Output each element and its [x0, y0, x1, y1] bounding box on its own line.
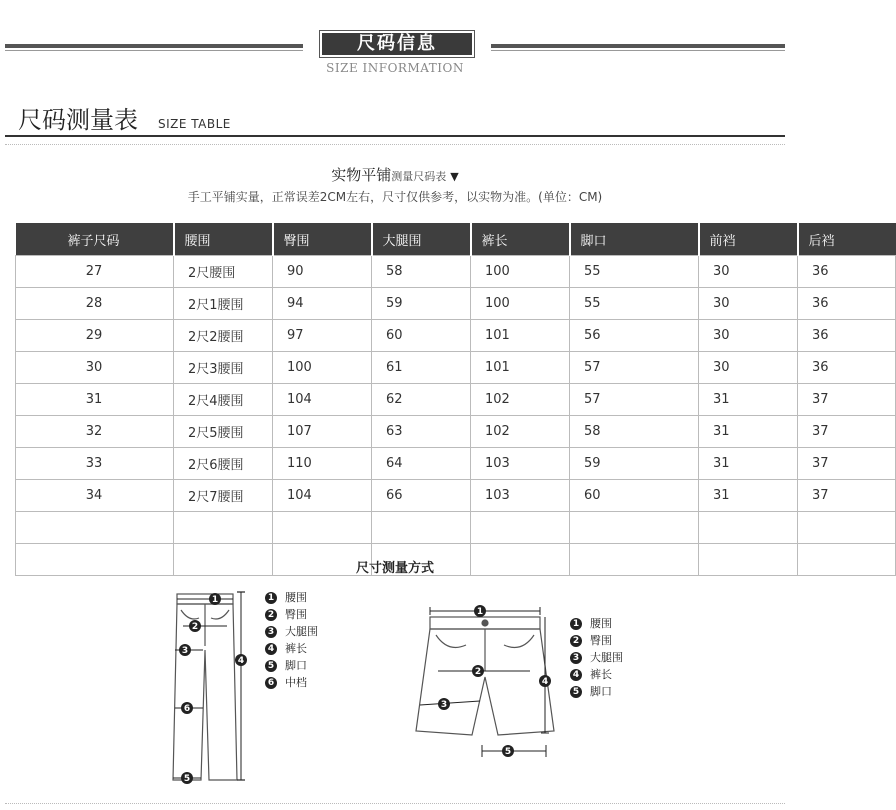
table-cell: 33 — [16, 448, 174, 480]
header-hip: 臀围 — [273, 223, 372, 256]
legend-label: 脚口 — [285, 659, 307, 672]
legend-number-icon: 4 — [265, 643, 277, 655]
pants-marker-3 — [179, 644, 191, 656]
table-cell: 107 — [273, 416, 372, 448]
pants-marker-5-label: 5 — [183, 774, 191, 784]
shorts-marker-2-label: 2 — [474, 667, 482, 677]
table-cell: 102 — [471, 416, 570, 448]
size-table — [15, 223, 896, 576]
pants-marker-1-label: 1 — [211, 595, 219, 605]
table-cell — [570, 512, 699, 544]
table-cell: 2尺2腰围 — [174, 320, 273, 352]
table-row — [16, 256, 896, 288]
table-cell: 60 — [570, 480, 699, 512]
legend-number-icon: 2 — [570, 635, 582, 647]
section-rule — [5, 135, 785, 137]
table-cell: 30 — [699, 256, 798, 288]
banner-line-right — [491, 44, 785, 48]
legend-item — [265, 606, 318, 623]
pants-marker-3-label: 3 — [181, 646, 189, 656]
pants-marker-6 — [181, 702, 193, 714]
table-cell: 59 — [570, 448, 699, 480]
header-pants-size: 裤子尺码 — [16, 223, 174, 256]
section-title: 尺码测量表 — [18, 106, 138, 134]
table-cell: 97 — [273, 320, 372, 352]
header-thigh: 大腿围 — [372, 223, 471, 256]
table-cell — [798, 544, 896, 576]
table-cell: 101 — [471, 320, 570, 352]
table-cell — [16, 512, 174, 544]
measurement-note: 手工平铺实量，正常误差2CM左右，尺寸仅供参考，以实物为准。(单位：CM) — [187, 190, 603, 204]
pants-marker-6-label: 6 — [183, 704, 191, 714]
shorts-diagram — [410, 605, 560, 765]
table-row — [16, 448, 896, 480]
pants-marker-4-label: 4 — [237, 656, 245, 666]
legend-label: 中档 — [285, 676, 307, 689]
legend-number-icon: 3 — [265, 626, 277, 638]
table-cell: 100 — [471, 288, 570, 320]
table-cell: 63 — [372, 416, 471, 448]
table-cell: 55 — [570, 256, 699, 288]
table-cell: 104 — [273, 384, 372, 416]
table-cell: 31 — [699, 416, 798, 448]
shorts-marker-3 — [438, 698, 450, 710]
shorts-legend — [570, 615, 623, 700]
legend-label: 大腿围 — [285, 625, 318, 638]
table-cell: 37 — [798, 384, 896, 416]
table-cell: 104 — [273, 480, 372, 512]
legend-item — [570, 666, 623, 683]
header-front-rise: 前裆 — [699, 223, 798, 256]
pants-legend — [265, 589, 318, 691]
shorts-marker-2 — [472, 665, 484, 677]
dotted-divider — [5, 144, 785, 145]
legend-number-icon: 5 — [570, 686, 582, 698]
header-back-rise: 后裆 — [798, 223, 896, 256]
pants-marker-1 — [209, 593, 221, 605]
header-waist: 腰围 — [174, 223, 273, 256]
legend-number-icon: 4 — [570, 669, 582, 681]
table-cell: 37 — [798, 416, 896, 448]
table-cell: 60 — [372, 320, 471, 352]
pants-marker-2-label: 2 — [191, 622, 199, 632]
table-row — [16, 480, 896, 512]
table-cell: 2尺腰围 — [174, 256, 273, 288]
table-cell: 103 — [471, 480, 570, 512]
table-cell: 31 — [699, 448, 798, 480]
table-cell: 28 — [16, 288, 174, 320]
banner-line-left — [5, 44, 303, 48]
table-cell: 90 — [273, 256, 372, 288]
banner-title-box — [319, 30, 475, 58]
table-cell: 34 — [16, 480, 174, 512]
legend-label: 臀围 — [285, 608, 307, 621]
table-cell: 31 — [699, 384, 798, 416]
table-cell: 2尺3腰围 — [174, 352, 273, 384]
legend-number-icon: 6 — [265, 677, 277, 689]
table-subtitle — [0, 164, 790, 185]
table-cell: 2尺4腰围 — [174, 384, 273, 416]
table-cell: 58 — [372, 256, 471, 288]
table-cell: 2尺5腰围 — [174, 416, 273, 448]
shorts-marker-5 — [502, 745, 514, 757]
header-leg-opening: 脚口 — [570, 223, 699, 256]
table-cell: 62 — [372, 384, 471, 416]
legend-label: 裤长 — [590, 668, 612, 681]
table-row — [16, 352, 896, 384]
pants-marker-2 — [189, 620, 201, 632]
table-cell: 2尺6腰围 — [174, 448, 273, 480]
pants-diagram — [165, 590, 265, 795]
triangle-down-icon: ▼ — [450, 170, 459, 183]
table-cell: 2尺1腰围 — [174, 288, 273, 320]
table-cell: 59 — [372, 288, 471, 320]
table-cell: 32 — [16, 416, 174, 448]
legend-item — [265, 674, 318, 691]
legend-item — [265, 657, 318, 674]
legend-item — [570, 615, 623, 632]
table-cell — [273, 512, 372, 544]
table-row — [16, 416, 896, 448]
legend-item — [570, 632, 623, 649]
table-cell: 31 — [16, 384, 174, 416]
table-cell: 57 — [570, 384, 699, 416]
shorts-marker-4 — [539, 675, 551, 687]
banner-title: 尺码信息 — [322, 33, 472, 55]
table-cell: 64 — [372, 448, 471, 480]
banner-subtitle: SIZE INFORMATION — [326, 61, 464, 75]
section-title-en: SIZE TABLE — [158, 117, 231, 131]
table-row — [16, 512, 896, 544]
legend-number-icon: 3 — [570, 652, 582, 664]
table-cell: 31 — [699, 480, 798, 512]
table-cell: 57 — [570, 352, 699, 384]
table-cell: 58 — [570, 416, 699, 448]
table-cell: 61 — [372, 352, 471, 384]
table-cell: 36 — [798, 256, 896, 288]
legend-label: 大腿围 — [590, 651, 623, 664]
table-cell: 29 — [16, 320, 174, 352]
table-cell — [798, 512, 896, 544]
table-cell: 30 — [699, 320, 798, 352]
table-cell — [174, 512, 273, 544]
table-cell: 102 — [471, 384, 570, 416]
legend-label: 臀围 — [590, 634, 612, 647]
table-cell: 30 — [16, 352, 174, 384]
table-cell: 30 — [699, 288, 798, 320]
header-length: 裤长 — [471, 223, 570, 256]
subtitle-main: 实物平铺 — [331, 166, 392, 184]
table-row — [16, 384, 896, 416]
legend-item — [265, 623, 318, 640]
shorts-marker-1-label: 1 — [476, 607, 484, 617]
legend-number-icon: 2 — [265, 609, 277, 621]
bottom-divider — [5, 803, 785, 804]
table-cell: 37 — [798, 480, 896, 512]
table-cell: 55 — [570, 288, 699, 320]
size-table-header — [16, 223, 896, 256]
table-cell: 100 — [273, 352, 372, 384]
table-cell: 110 — [273, 448, 372, 480]
table-cell: 36 — [798, 352, 896, 384]
legend-number-icon: 1 — [570, 618, 582, 630]
table-cell: 30 — [699, 352, 798, 384]
table-cell: 37 — [798, 448, 896, 480]
pants-marker-5 — [181, 772, 193, 784]
legend-label: 腰围 — [590, 617, 612, 630]
table-cell: 36 — [798, 288, 896, 320]
method-title: 尺寸测量方式 — [355, 561, 434, 576]
legend-number-icon: 5 — [265, 660, 277, 672]
shorts-marker-4-label: 4 — [541, 677, 549, 687]
legend-item — [265, 589, 318, 606]
legend-item — [570, 683, 623, 700]
table-cell: 56 — [570, 320, 699, 352]
legend-number-icon: 1 — [265, 592, 277, 604]
table-cell: 101 — [471, 352, 570, 384]
table-cell: 100 — [471, 256, 570, 288]
table-row — [16, 320, 896, 352]
table-row — [16, 288, 896, 320]
legend-label: 脚口 — [590, 685, 612, 698]
table-cell — [471, 512, 570, 544]
table-cell: 27 — [16, 256, 174, 288]
table-cell: 103 — [471, 448, 570, 480]
legend-item — [570, 649, 623, 666]
legend-label: 裤长 — [285, 642, 307, 655]
table-cell: 2尺7腰围 — [174, 480, 273, 512]
shorts-marker-1 — [474, 605, 486, 617]
shorts-marker-3-label: 3 — [440, 700, 448, 710]
subtitle-small: 测量尺码表 — [391, 170, 447, 183]
table-cell — [372, 512, 471, 544]
table-cell: 66 — [372, 480, 471, 512]
table-cell — [699, 512, 798, 544]
table-cell: 36 — [798, 320, 896, 352]
pants-marker-4 — [235, 654, 247, 666]
legend-label: 腰围 — [285, 591, 307, 604]
shorts-marker-5-label: 5 — [504, 747, 512, 757]
legend-item — [265, 640, 318, 657]
table-cell: 94 — [273, 288, 372, 320]
